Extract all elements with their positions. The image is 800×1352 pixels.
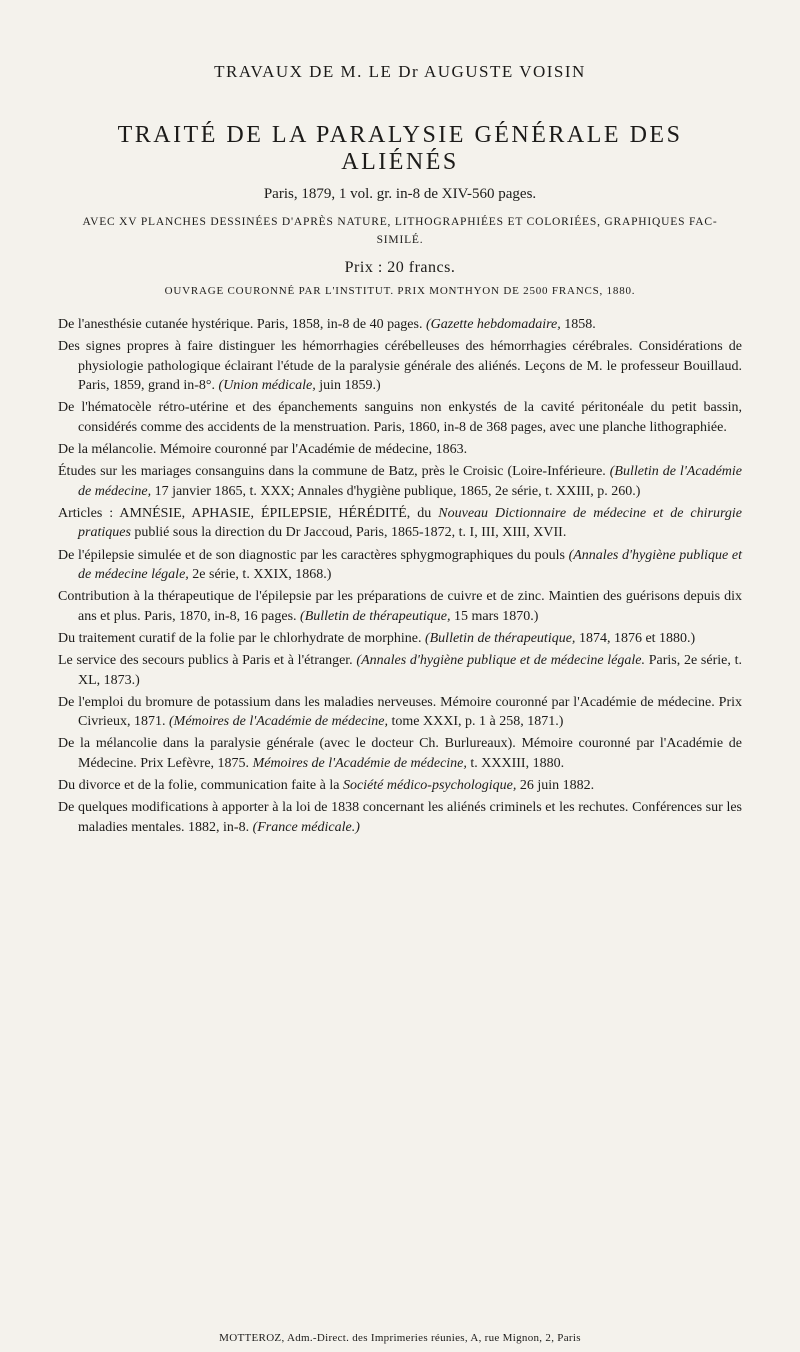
work-entry: De l'épilepsie simulée et de son diagnostic par les caractères sphygmographiques du pouls (Annales d'hygiène publique et de médecine légale, 2e série, t. XXIX, 1868.) [58, 547, 743, 583]
printer-footer: MOTTEROZ, Adm.-Direct. des Imprimeries réunies, A, rue Mignon, 2, Paris [219, 1332, 581, 1344]
works-list [58, 315, 742, 837]
work-entry: Études sur les mariages consanguins dans la commune de Batz, près le Croisic (Loire-Inférieure. (Bulletin de l'Académie de médecine, 17 janvier 1865, t. XXX; Annales d'hygiène publique, 1865, 2e série, t. XXIII, p. 260.) [58, 464, 743, 499]
work-entry: Articles : AMNÉSIE, APHASIE, ÉPILEPSIE, HÉRÉDITÉ, du Nouveau Dictionnaire de médecine et de chirurgie pratiques publié sous la direction du Dr Jaccoud, Paris, 1865-1872, t. I, III, XIII, XVII. [58, 505, 742, 541]
work-entry: De l'emploi du bromure de potassium dans les maladies nerveuses. Mémoire couronné par l'Académie de médecine. Prix Civrieux, 1871. (Mémoires de l'Académie de médecine, tome XXXI, p. 1 à 258, 1871.) [58, 694, 742, 730]
work-entry: De l'hématocèle rétro-utérine et des épanchements sanguins non enkystés de la cavité péritonéale du petit bassin, considérés comme des accidents de la menstruation. Paris, 1860, in-8 de 368 pages, avec une planche lithographiée. [58, 400, 742, 435]
work-entry: Du divorce et de la folie, communication faite à la Société médico-psychologique, 26 juin 1882. [58, 778, 595, 794]
book-plates-note: AVEC XV PLANCHES DESSINÉES D'APRÈS NATURE, LITHOGRAPHIÉES ET COLORIÉES, GRAPHIQUES FAC-SIMILÉ. [82, 216, 718, 246]
work-entry: De la mélancolie dans la paralysie générale (avec le docteur Ch. Burlureaux). Mémoire couronné par l'Académie de Médecine. Prix Lefèvre, 1875. Mémoires de l'Académie de médecine, t. XXXIII, 1880. [58, 736, 742, 771]
work-entry: Contribution à la thérapeutique de l'épilepsie par les préparations de cuivre et de zinc. Maintien des guérisons depuis dix ans et plus. Paris, 1870, in-8, 16 pages. (Bulletin de thérapeutique, 15 mars 1870.) [58, 589, 742, 624]
book-price: Prix : 20 francs. [344, 259, 456, 276]
book-award: OUVRAGE COURONNÉ PAR L'INSTITUT. PRIX MONTHYON DE 2500 FRANCS, 1880. [164, 285, 636, 297]
running-title: TRAVAUX DE M. LE Dr AUGUSTE VOISIN [214, 62, 586, 81]
work-entry: Le service des secours publics à Paris et à l'étranger. (Annales d'hygiène publique et de médecine légale. Paris, 2e série, t. XL, 1873.) [58, 653, 742, 688]
book-imprint: Paris, 1879, 1 vol. gr. in-8 de XIV-560 pages. [263, 186, 537, 202]
work-entry: De quelques modifications à apporter à la loi de 1838 concernant les aliénés criminels et les rechutes. Conférences sur les maladies mentales. 1882, in-8. (France médicale.) [58, 800, 742, 835]
work-entry: De l'anesthésie cutanée hystérique. Paris, 1858, in-8 de 40 pages. (Gazette hebdomadaire, 1858. [58, 317, 596, 332]
work-entry: Du traitement curatif de la folie par le chlorhydrate de morphine. (Bulletin de thérapeutique, 1874, 1876 et 1880.) [58, 630, 696, 646]
work-entry: De la mélancolie. Mémoire couronné par l'Académie de médecine, 1863. [58, 442, 468, 458]
work-entry: Des signes propres à faire distinguer les hémorrhagies cérébelleuses des hémorrhagies cérébrales. Considérations de physiologie pathologique éclairant l'étude de la paralysie générale des aliénés. Leçons de M. le professeur Bouillaud. Paris, 1859, grand in-8°. (Union médicale, juin 1859.) [58, 339, 742, 394]
book-title: TRAITÉ DE LA PARALYSIE GÉNÉRALE DES ALIÉNÉS [117, 122, 683, 175]
